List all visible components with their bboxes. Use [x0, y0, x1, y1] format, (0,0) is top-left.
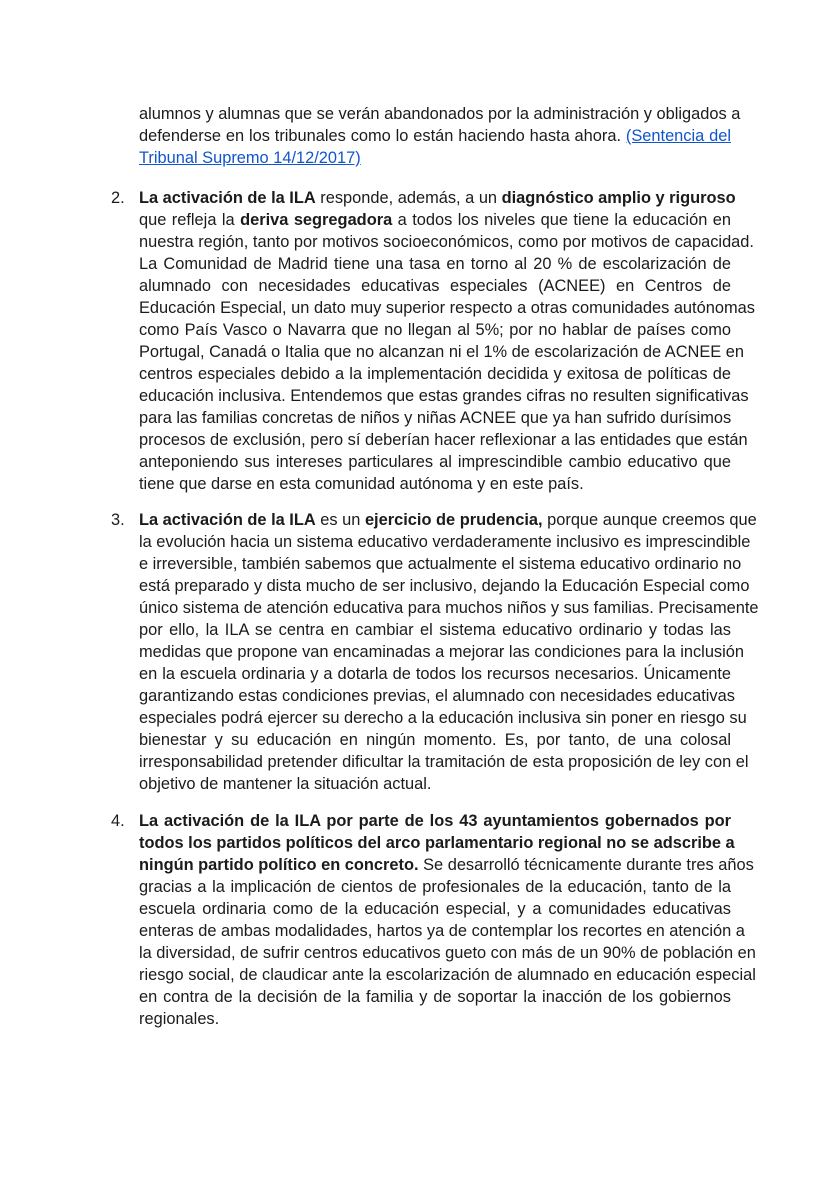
item-3-line	[139, 531, 751, 553]
text-run: especiales podrá ejercer su derecho a la educación inclusiva sin poner en riesgo su	[139, 709, 747, 727]
text-run: alumnado con necesidades educativas especiales (ACNEE) en Centros de	[139, 277, 731, 295]
text-run: está preparado y dista mucho de ser inclusivo, dejando la Educación Especial como	[139, 577, 750, 595]
text-run: en contra de la decisión de la familia y de soportar la inacción de los gobiernos	[139, 988, 731, 1006]
text-run: anteponiendo sus intereses particulares al imprescindible cambio educativo que	[139, 453, 731, 471]
bold-text: La activación de la ILA	[139, 511, 316, 529]
item-3-line	[139, 663, 731, 685]
item-4-line	[139, 920, 745, 942]
item-2-line	[139, 451, 731, 473]
text-run: garantizando estas condiciones previas, el alumnado con necesidades educativas	[139, 687, 735, 705]
item-2-line	[139, 209, 731, 231]
item-2-line	[139, 297, 755, 319]
text-run: enteras de ambas modalidades, hartos ya de contemplar los recortes en atención a	[139, 922, 745, 940]
item-4-line	[139, 986, 731, 1008]
text-run: procesos de exclusión, pero sí deberían hacer reflexionar a las entidades que están	[139, 431, 748, 449]
bold-text: ejercicio de prudencia,	[364, 511, 543, 529]
court-ruling-link[interactable]: (Sentencia del	[625, 127, 731, 145]
text-run: educación inclusiva. Entendemos que estas grandes cifras no resulten significativas	[139, 387, 749, 405]
text-run: Portugal, Canadá o Italia que no alcanzan ni el 1% de escolarización de ACNEE en	[139, 343, 745, 361]
text-run: como País Vasco o Navarra que no llegan al 5%; por no hablar de países como	[139, 321, 731, 339]
text-run: riesgo social, de claudicar ante la escolarización de alumnado en educación especial	[139, 966, 756, 984]
item-3-line	[139, 597, 759, 619]
text-run: Se desarrolló técnicamente durante tres años	[418, 856, 754, 874]
bold-text: La activación de la ILA	[139, 189, 316, 207]
list-number: 2.	[111, 189, 125, 207]
item-4-line	[139, 964, 756, 986]
item-2-line	[139, 253, 731, 275]
item-4-line	[139, 898, 731, 920]
item-3-line	[139, 685, 735, 707]
item-2-line	[139, 231, 754, 253]
item-3-line	[139, 553, 742, 575]
text-run: en la escuela ordinaria y a dotarla de todos los recursos necesarios. Únicamente	[139, 665, 731, 683]
item-2-line	[139, 187, 736, 209]
text-run: centros especiales debido a la implementación decidida y exitosa de políticas de	[139, 365, 731, 383]
item-2-line	[139, 363, 731, 385]
item-2-line	[139, 275, 731, 297]
text-run: defenderse en los tribunales como lo están haciendo hasta ahora.	[139, 127, 626, 145]
intro-line	[139, 103, 741, 125]
text-run: bienestar y su educación en ningún momento. Es, por tanto, de una colosal	[139, 731, 731, 749]
item-2-line	[139, 319, 731, 341]
court-ruling-link[interactable]: Tribunal Supremo 14/12/2017)	[139, 149, 361, 167]
text-run: por ello, la ILA se centra en cambiar el sistema educativo ordinario y todas las	[139, 621, 731, 639]
item-3-line	[139, 575, 750, 597]
item-4-line	[139, 810, 731, 832]
bold-text: deriva segregadora	[240, 211, 393, 229]
item-4-line	[139, 876, 731, 898]
text-run: que refleja la	[139, 211, 241, 229]
item-3-line	[139, 773, 731, 795]
text-run: alumnos y alumnas que se verán abandonados por la administración y obligados a	[139, 105, 741, 123]
item-3-line	[139, 707, 747, 729]
text-run: único sistema de atención educativa para muchos niños y sus familias. Precisamente	[139, 599, 759, 617]
item-4-line	[139, 854, 754, 876]
text-run: regionales.	[139, 1010, 220, 1028]
text-run: irresponsabilidad pretender dificultar la tramitación de esta proposición de ley con el	[139, 753, 749, 771]
item-4-line	[139, 942, 756, 964]
item-4-line	[139, 832, 735, 854]
bold-text: ningún partido político en concreto.	[139, 856, 419, 874]
item-3-line	[139, 641, 744, 663]
intro-line	[139, 147, 731, 169]
text-run: es un	[315, 511, 365, 529]
list-number: 4.	[111, 812, 125, 830]
bold-text: todos los partidos políticos del arco parlamentario regional no se adscribe a	[139, 834, 735, 852]
item-2-line	[139, 385, 749, 407]
text-run: e irreversible, también sabemos que actualmente el sistema educativo ordinario no	[139, 555, 742, 573]
item-3-line	[139, 509, 757, 531]
text-run: para las familias concretas de niños y niñas ACNEE que ya han sufrido durísimos	[139, 409, 732, 427]
bold-text: diagnóstico amplio y riguroso	[501, 189, 736, 207]
item-2-line	[139, 407, 731, 429]
text-run: a todos los niveles que tiene la educación en	[392, 211, 731, 229]
item-2-line	[139, 429, 748, 451]
text-run: medidas que propone van encaminadas a mejorar las condiciones para la inclusión	[139, 643, 744, 661]
text-run: tiene que darse en esta comunidad autónoma y en este país.	[139, 475, 584, 493]
text-run: La Comunidad de Madrid tiene una tasa en torno al 20 % de escolarización de	[139, 255, 731, 273]
text-run: escuela ordinaria como de la educación especial, y a comunidades educativas	[139, 900, 731, 918]
item-4-line	[139, 1008, 731, 1030]
intro-line	[139, 125, 731, 147]
item-3-line	[139, 751, 749, 773]
item-2-line	[139, 341, 745, 363]
text-run: gracias a la implicación de cientos de profesionales de la educación, tanto de la	[139, 878, 731, 896]
text-run: Educación Especial, un dato muy superior respecto a otras comunidades autónomas	[139, 299, 755, 317]
text-run: porque aunque creemos que	[542, 511, 757, 529]
text-run: objetivo de mantener la situación actual.	[139, 775, 432, 793]
text-run: nuestra región, tanto por motivos socioeconómicos, como por motivos de capacidad.	[139, 233, 754, 251]
list-number: 3.	[111, 511, 125, 529]
text-run: la evolución hacia un sistema educativo verdaderamente inclusivo es imprescindible	[139, 533, 751, 551]
text-run: responde, además, a un	[315, 189, 502, 207]
item-3-line	[139, 619, 731, 641]
bold-text: La activación de la ILA por parte de los 43 ayuntamientos gobernados por	[139, 812, 731, 830]
item-2-line	[139, 473, 731, 495]
item-3-line	[139, 729, 731, 751]
text-run: la diversidad, de sufrir centros educativos gueto con más de un 90% de población en	[139, 944, 756, 962]
